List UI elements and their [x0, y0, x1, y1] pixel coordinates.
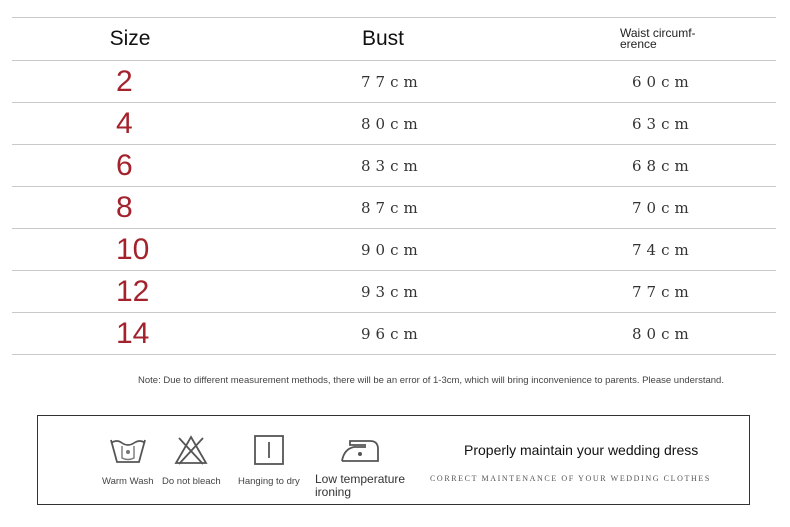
- waist-value: 68cm: [518, 145, 776, 187]
- care-item-warm-wash: [102, 434, 154, 487]
- table-row: [12, 61, 776, 103]
- waist-value: 80cm: [518, 313, 776, 355]
- bust-value: 77cm: [248, 61, 518, 103]
- care-label-low-temp-iron-line1: Low temperature: [315, 472, 406, 486]
- care-item-low-temp-iron: [315, 434, 405, 499]
- care-label-low-temp-iron: [315, 473, 405, 499]
- care-instructions-box: [37, 415, 750, 505]
- size-value: 14: [12, 313, 248, 355]
- size-value: 8: [12, 187, 248, 229]
- size-value: 6: [12, 145, 248, 187]
- table-row: [12, 313, 776, 355]
- maintenance-subtitle: CORRECT MAINTENANCE OF YOUR WEDDING CLOTHES: [430, 474, 711, 483]
- waist-value: 63cm: [518, 103, 776, 145]
- header-waist-line2: erence: [620, 37, 657, 51]
- table-header-row: [12, 18, 776, 61]
- size-value: 4: [12, 103, 248, 145]
- care-label-hanging-dry: Hanging to dry: [238, 476, 300, 487]
- waist-value: 74cm: [518, 229, 776, 271]
- care-item-hanging-dry: [238, 434, 300, 487]
- bust-value: 80cm: [248, 103, 518, 145]
- table-row: [12, 271, 776, 313]
- maintenance-title: Properly maintain your wedding dress: [464, 442, 699, 458]
- table-row: [12, 229, 776, 271]
- do-not-bleach-icon: [173, 434, 209, 466]
- measurement-note: Note: Due to different measurement methods, there will be an error of 1-3cm, which will bring inconvenience to parents. Please understand.: [138, 375, 724, 386]
- care-label-warm-wash: Warm Wash: [102, 476, 154, 487]
- header-size: Size: [12, 18, 248, 61]
- waist-value: 77cm: [518, 271, 776, 313]
- header-waist: [518, 18, 776, 61]
- size-value: 12: [12, 271, 248, 313]
- bust-value: 93cm: [248, 271, 518, 313]
- table-row: [12, 145, 776, 187]
- size-chart-table: [12, 17, 776, 355]
- bust-value: 90cm: [248, 229, 518, 271]
- header-waist-line1: Waist circumf-: [620, 26, 696, 40]
- low-temp-iron-icon: [338, 434, 382, 466]
- bust-value: 96cm: [248, 313, 518, 355]
- hanging-dry-icon: [253, 434, 285, 466]
- table-row: [12, 187, 776, 229]
- bust-value: 83cm: [248, 145, 518, 187]
- table-row: [12, 103, 776, 145]
- size-value: 2: [12, 61, 248, 103]
- care-label-low-temp-iron-line2: ironing: [315, 485, 352, 499]
- warm-wash-icon: [108, 434, 148, 466]
- size-value: 10: [12, 229, 248, 271]
- bust-value: 87cm: [248, 187, 518, 229]
- waist-value: 70cm: [518, 187, 776, 229]
- care-item-do-not-bleach: [162, 434, 221, 487]
- care-label-do-not-bleach: Do not bleach: [162, 476, 221, 487]
- waist-value: 60cm: [518, 61, 776, 103]
- header-bust: Bust: [248, 18, 518, 61]
